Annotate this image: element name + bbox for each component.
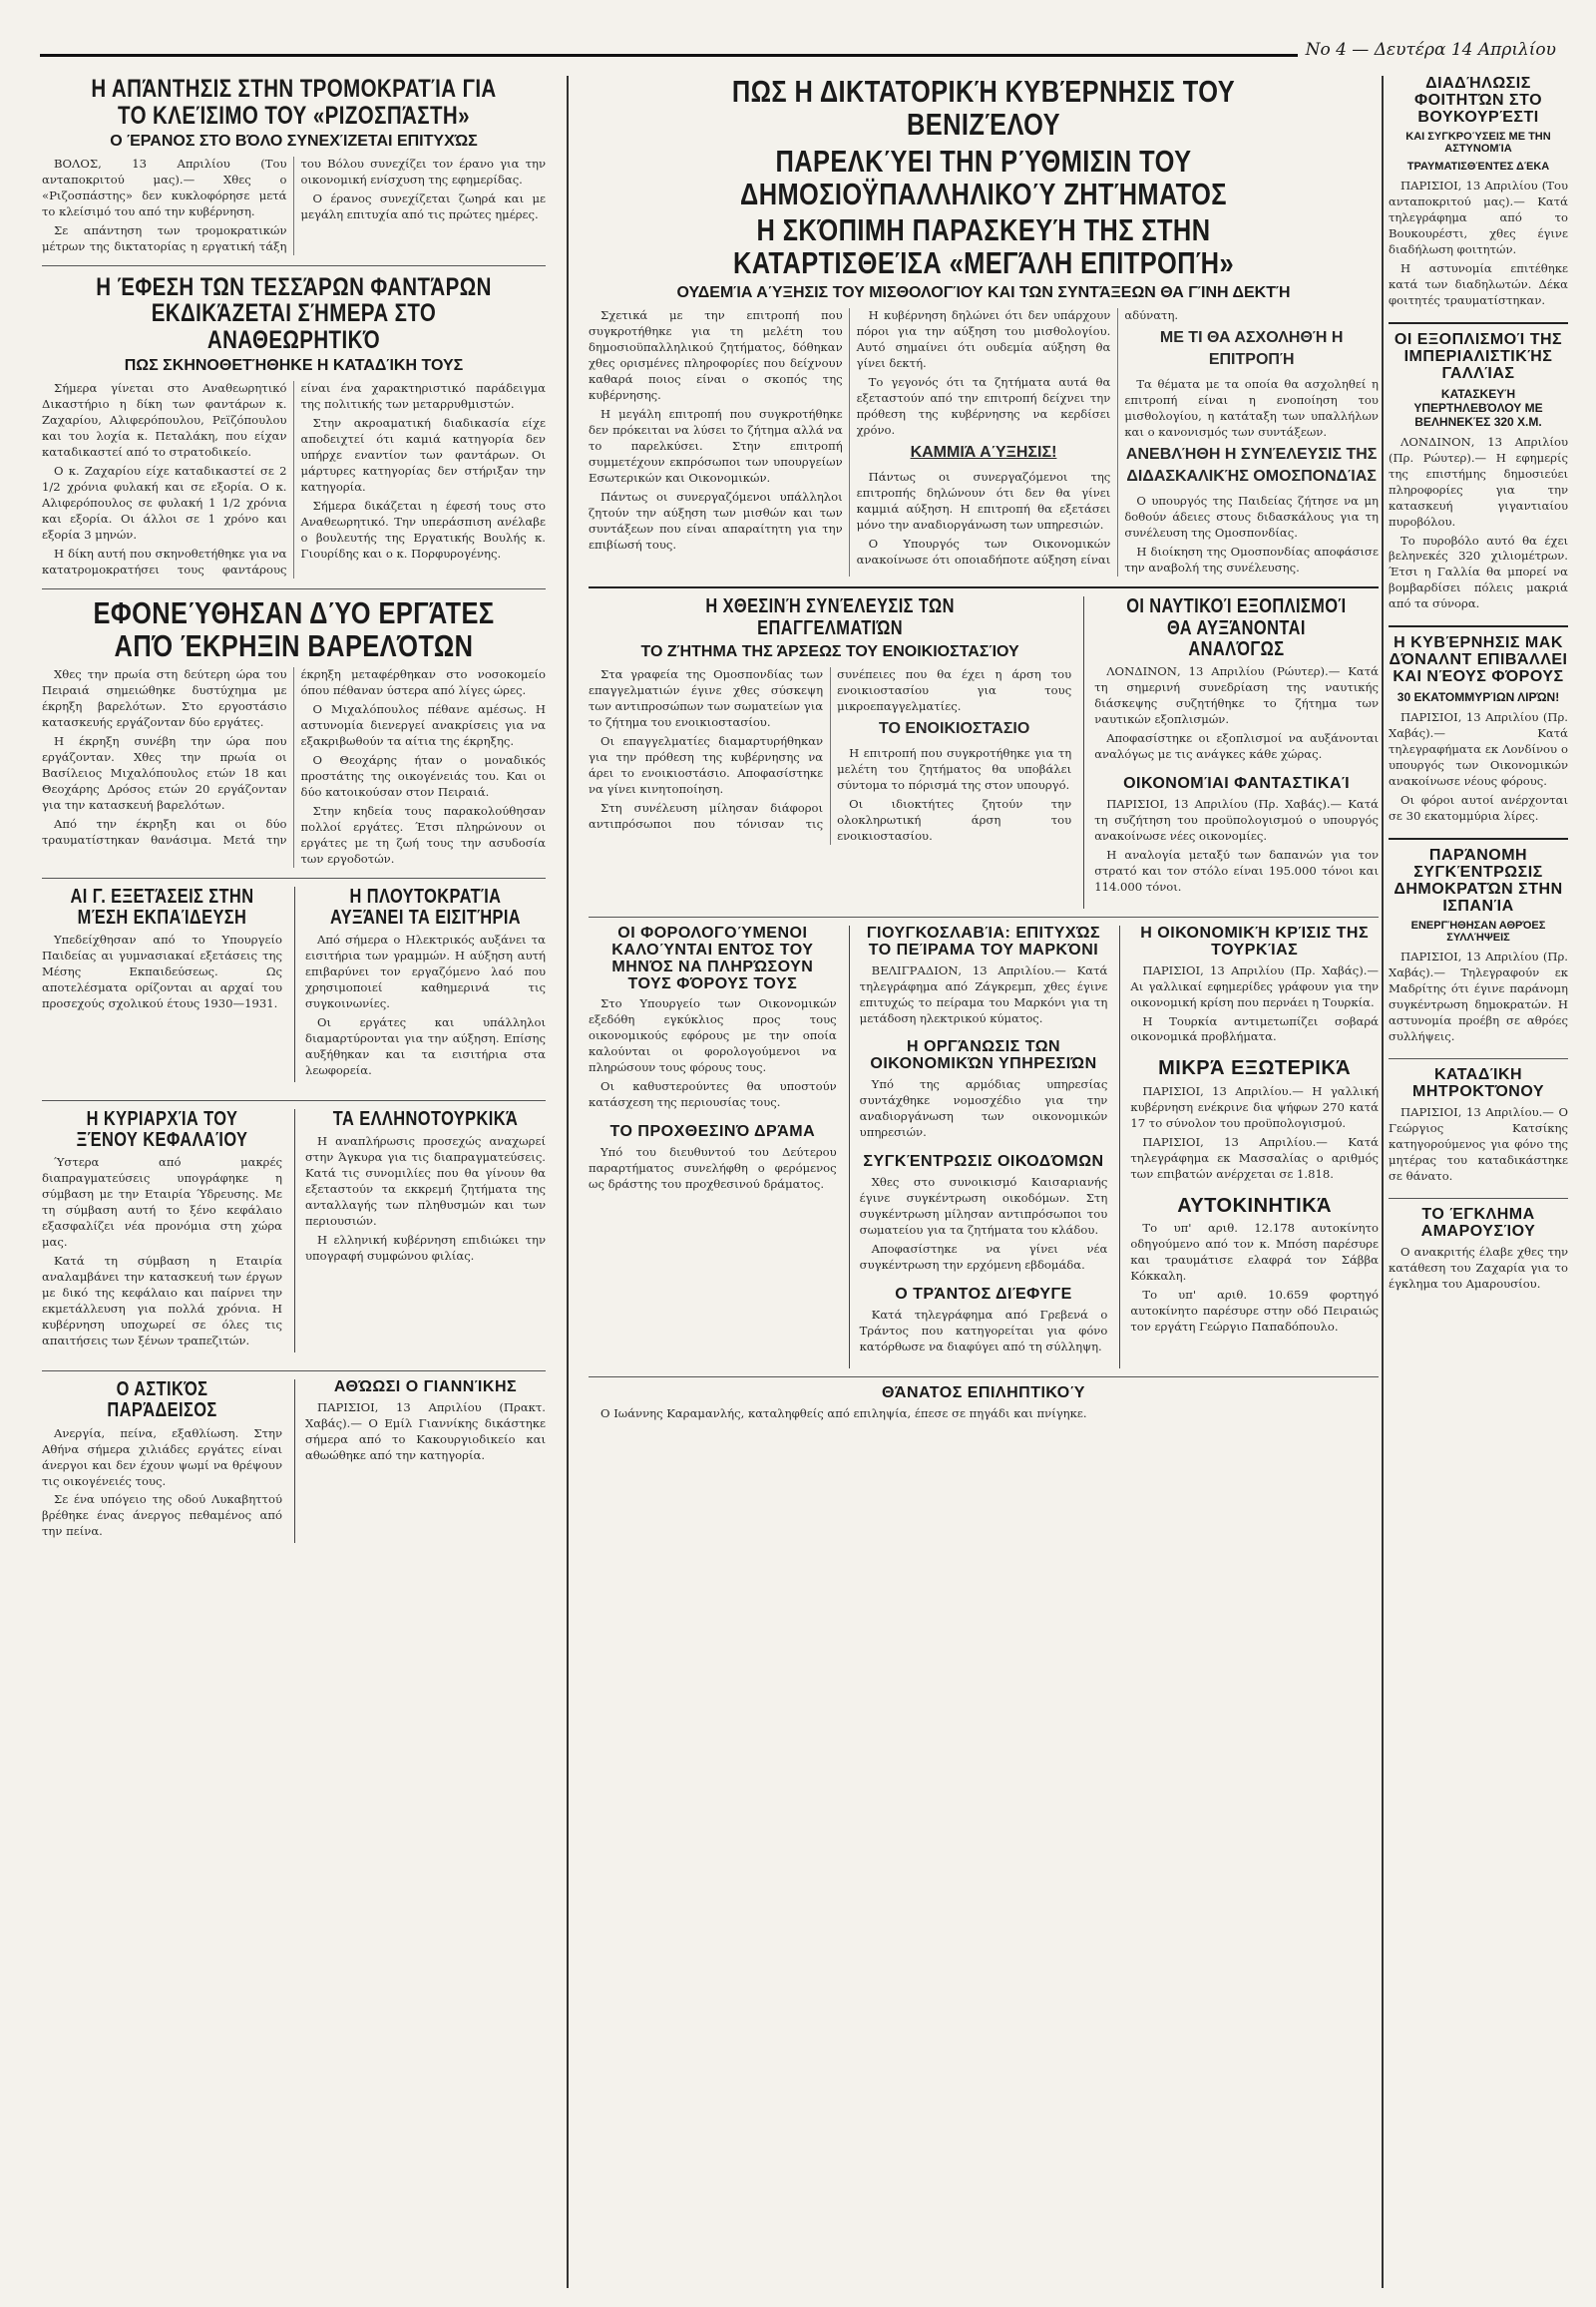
paragraph: Η Τουρκία αντιμετωπίζει σοβαρά οικονομικά προβλήματα. — [1130, 1013, 1379, 1044]
article-macdonald — [1389, 635, 1568, 828]
paragraph: Η διοίκηση της Ομοσπονδίας αποφάσισε την αναβολή της συνέλευσης. — [1124, 545, 1379, 576]
article-row — [589, 596, 1379, 908]
divider — [42, 1370, 546, 1371]
subheadline: ΠΩΣ ΣΚΗΝΟΘΕΤΉΘΗΚΕ Η ΚΑΤΑΔΊΚΗ ΤΟΥΣ — [124, 357, 464, 375]
headline: Η ΠΛΟΥΤΟΚΡΑΤΊΑ ΑΥΞΆΝΕΙ ΤΑ ΕΙΣΙΤΉΡΙΑ — [329, 885, 522, 929]
subheadline: Ο ΈΡΑΝΟΣ ΣΤΟ ΒΌΛΟ ΣΥΝΕΧΊΖΕΤΑΙ ΕΠΙΤΥΧΏΣ — [110, 133, 478, 150]
divider — [1389, 838, 1568, 840]
paragraph: Ο έρανος συνεχίζεται ζωηρά και με μεγάλη επιτυχία από τις πρώτες ημέρες. — [300, 191, 546, 221]
headline: ΟΙ ΝΑΥΤΙΚΟΊ ΕΞΟΠΛΙΣΜΟΊ ΘΑ ΑΥΞΆΝΟΝΤΑΙ ΑΝΑΛΌΓΩΣ — [1126, 595, 1347, 660]
headline: ΣΥΓΚΈΝΤΡΩΣΙΣ ΟΙΚΟΔΌΜΩΝ — [863, 1153, 1104, 1171]
divider — [1389, 1198, 1568, 1199]
article-oikodomoi — [860, 1154, 1108, 1277]
paragraph: Ο Υπουργός των Οικονομικών ανακοίνωσε ότι οποιαδήποτε αύξηση είναι αδύνατη. — [856, 308, 1179, 568]
article-ploutos — [294, 887, 546, 1082]
divider — [589, 1376, 1379, 1377]
divider — [1389, 322, 1568, 324]
paragraph: ΠΑΡΙΣΙΟΙ, 13 Απριλίου.— Κατά τηλεγράφημα εκ Μασσαλίας ο αριθμός των επιβατών ανέρχεται σε 1.818. — [1130, 1134, 1379, 1181]
headline: Η ΟΙΚΟΝΟΜΙΚΉ ΚΡΊΣΙΣ ΤΗΣ ΤΟΥΡΚΊΑΣ — [1140, 924, 1370, 959]
paragraph: Στην κηδεία τους παρακολούθησαν πολλοί εργάτες. Έτσι πληρώνουν οι εργάτες με τη ζωή τους την ασυδοσία των εργοδοτών. — [300, 803, 546, 866]
paragraph: Αποφασίστηκε οι εξοπλισμοί να αυξάνονται αναλόγως με τις ανάγκες κάθε χώρας. — [1094, 730, 1379, 761]
article-kyriarxia — [42, 1109, 282, 1352]
paragraph: ΒΕΛΙΓΡΑΔΙΟΝ, 13 Απριλίου.— Κατά τηλεγράφημα από Ζάγκρεμπ, χθες έγινε επιτυχώς το πείραμα του Μαρκόνι για τη μετάδοση ηλεκτρικού κύματος. — [859, 962, 1108, 1025]
section-heading: ΚΑΜΜΙΆ ΑΎΞΗΣΙΣ! — [910, 444, 1057, 462]
divider — [1389, 625, 1568, 627]
paragraph: Ο Μιχαλόπουλος πέθανε αμέσως. Η αστυνομία διενεργεί ανακρίσεις για να εξακριβωθούν τα αίτια της έκρηξης. — [300, 701, 546, 748]
article-body — [589, 1406, 1379, 1425]
sub-column — [849, 926, 1108, 1368]
article-body — [589, 996, 837, 1114]
headline: ΑΙ Γ. ΕΞΕΤΆΣΕΙΣ ΣΤΗΝ ΜΈΣΗ ΕΚΠΑΊΔΕΥΣΗ — [70, 885, 254, 929]
paragraph: Η κυβέρνηση δηλώνει ότι δεν υπάρχουν πόροι για την αύξηση του μισθολογίου. Αυτό σημαίνει ότι ουδεμία αύξηση θα γίνει δεκτή. — [856, 308, 1111, 371]
headline: Η ΑΠΆΝΤΗΣΙΣ ΣΤΗΝ ΤΡΟΜΟΚΡΑΤΊΑ ΓΙΑ ΤΟ ΚΛΕΊΣΙΜΟ ΤΟΥ «ΡΙΖΟΣΠΆΣΤΗ» — [91, 76, 497, 130]
article-body — [1094, 797, 1379, 899]
sub-column — [1083, 596, 1379, 908]
paragraph: Η επιτροπή που συγκροτήθηκε για τη μελέτη του ζητήματος θα υποβάλει σύντομα το πόρισμά της στον υπουργό. — [837, 745, 1072, 792]
article-lead — [589, 76, 1379, 577]
divider — [42, 265, 546, 266]
page-header-rule — [40, 40, 1556, 64]
article-body — [42, 1155, 282, 1352]
paragraph: Χθες την πρωία στη δεύτερη ώρα του Πειραιά σημειώθηκε δυστύχημα με έκρηξη βαρελότων. Στο εργοστάσιο κατασκευής εργάζονταν δύο εργάτες. — [42, 666, 287, 729]
paragraph: Κατά τηλεγράφημα από Γρεβενά ο Τράντος που κατηγορείται για φόνο κατόρθωσε να διαφύγει από τη σύλληψη. — [859, 1308, 1108, 1354]
divider — [589, 586, 1379, 588]
headline: Ο ΤΡΆΝΤΟΣ ΔΙΈΦΥΓΕ — [895, 1286, 1072, 1304]
article-ispania — [1389, 848, 1568, 1048]
subheadline: ΤΡΑΥΜΑΤΙΣΘΈΝΤΕΣ ΔΈΚΑ — [1406, 160, 1550, 173]
article-amarousiou — [1389, 1207, 1568, 1296]
paragraph: Η ελληνική κυβέρνηση επιδιώκει την υπογραφή συμφώνου φιλίας. — [305, 1233, 546, 1264]
article-body — [1389, 710, 1568, 828]
paragraph: ΠΑΡΙΣΙΟΙ, 13 Απριλίου.— Ο Γεώργιος Κατσίκης κατηγορούμενος για φόνο της μητέρας του καταδικάστηκε σε θάνατο. — [1389, 1104, 1568, 1183]
article-ellinotourkika — [294, 1109, 546, 1352]
paragraph: Οι εργάτες και υπάλληλοι διαμαρτύρονται για την αύξηση. Επίσης αυξήθηκαν και τα εισιτήρια στα λεωφορεία. — [305, 1015, 546, 1077]
article-body — [1389, 950, 1568, 1048]
headline: ΕΦΟΝΕΎΘΗΣΑΝ ΔΎΟ ΕΡΓΆΤΕΣ ΑΠΌ ΈΚΡΗΞΙΝ ΒΑΡΕΛΌΤΩΝ — [93, 595, 495, 664]
article-body — [1389, 435, 1568, 616]
paragraph: ΠΑΡΙΣΙΟΙ, 13 Απριλίου (Του ανταποκριτού μας).— Κατά τηλεγράφημα από το Βουκουρέστι, χθες έγινε διαδήλωση φοιτητών. — [1389, 178, 1568, 256]
paragraph: Σήμερα δικάζεται η έφεσή τους στο Αναθεωρητικό. Την υπεράσπιση ανέλαβε ο βουλευτής της Εργατικής Βουλής κ. Γιουρίδης και ο κ. Πορφυρογένης. — [300, 499, 546, 562]
paragraph: Η έκρηξη συνέβη την ώρα που εργάζονταν. Χθες την πρωία οι Βασίλειος Μιχαλόπουλος ετών 18 και Θεοχάρης Δρόσος ετών 20 εργάζονταν για την κατασκευή βαρελότων. — [42, 733, 287, 812]
paragraph: Οι επαγγελματίες διαμαρτυρήθηκαν για την πρόθεση της κυβέρνησης να άρει το ενοικιοστάσιο. Αποφασίστηκε να γίνει κινητοποίηση. — [589, 733, 824, 796]
headline: ΑΥΤΟΚΙΝΗΤΙΚΆ — [1177, 1194, 1333, 1217]
headline: Η ΚΥΡΙΑΡΧΊΑ ΤΟΥ ΞΈΝΟΥ ΚΕΦΑΛΑΊΟΥ — [76, 1107, 248, 1152]
article-body — [1094, 664, 1379, 766]
paragraph: Η μεγάλη επιτροπή που συγκροτήθηκε δεν πρόκειται να λύσει το ζήτημα αλλά να το παρελκύσει. Στην επιτροπή συμμετέχουν εκπρόσωποι των υπουργείων Εσωτερικών και Οικονομικών. — [589, 407, 843, 485]
subheadline: ΟΥΔΕΜΊΑ ΑΎΞΗΣΙΣ ΤΟΥ ΜΙΣΘΟΛΟΓΊΟΥ ΚΑΙ ΤΩΝ ΣΥΝΤΆΞΕΩΝ ΘΑ ΓΊΝΗ ΔΕΚΤΉ — [676, 284, 1291, 302]
article-body — [42, 933, 282, 1015]
paragraph: Η αναπλήρωσις προσεχώς αναχωρεί στην Άγκυρα για τις διαπραγματεύσεις. Κατά τις συνομιλίες που θα γίνουν θα εξεταστούν τα εκκρεμή ζητήματα της ανταλλαγής των πληθυσμών και των περιουσιών. — [305, 1134, 546, 1229]
paragraph: Υπό του διευθυντού του Δεύτερου παραρτήματος συνελήφθη ο φερόμενος ως δράστης του προχθεσινού δράματος. — [589, 1145, 837, 1192]
column-divider — [1382, 76, 1384, 2288]
section-heading: ΤΟ ΕΝΟΙΚΙΟΣΤΆΣΙΟ — [878, 719, 1030, 737]
headline: ΜΙΚΡΆ ΕΞΩΤΕΡΙΚΆ — [1158, 1057, 1352, 1080]
article-body — [42, 667, 546, 868]
article-body — [1130, 1221, 1379, 1339]
paragraph: Ο Θεοχάρης ήταν ο μοναδικός προστάτης της οικογένειάς του. Και οι δύο κατοικούσαν στον Πειραιά. — [300, 752, 546, 799]
headline: ΓΙΟΥΓΚΟΣΛΑΒΊΑ: ΕΠΙΤΥΧΏΣ ΤΟ ΠΕΊΡΑΜΑ ΤΟΥ ΜΑΡΚΌΝΙ — [866, 924, 1101, 959]
headline: ΤΑ ΕΛΛΗΝΟΤΟΥΡΚΙΚΆ — [332, 1107, 519, 1130]
paragraph: Σε ένα υπόγειο της οδού Λυκαβηττού βρέθηκε ένας άνεργος πεθαμένος από την πείνα. — [42, 1492, 282, 1539]
paragraph: ΠΑΡΙΣΙΟΙ, 13 Απριλίου.— Η γαλλική κυβέρνηση ενέκρινε δια ψήφων 270 κατά 17 το σύνολον του προϋπολογισμού. — [1130, 1083, 1379, 1130]
article-varelotta — [42, 597, 546, 868]
article-body — [589, 308, 1379, 577]
article-body — [589, 667, 1071, 845]
divider — [589, 917, 1379, 918]
article-body — [860, 1077, 1108, 1144]
paragraph: Ο Ιωάννης Καραμανλής, καταληφθείς από επιληψία, έπεσε σε πηγάδι και πνίγηκε. — [600, 1406, 1087, 1421]
subheadline: ΚΑΙ ΣΥΓΚΡΟΎΣΕΙΣ ΜΕ ΤΗΝ ΑΣΤΥΝΟΜΊΑ — [1405, 130, 1551, 155]
article-marconi — [860, 926, 1108, 1030]
paragraph: ΒΟΛΟΣ, 13 Απριλίου (Του ανταποκριτού μας).— Χθες ο «Ριζοσπάστης» δεν κυκλοφόρησε μετά το κλείσιμό του από την κυβέρνηση. — [42, 157, 287, 218]
column-divider — [567, 76, 569, 2288]
article-body — [1389, 1105, 1568, 1188]
paragraph: Υπεδείχθησαν από το Υπουργείο Παιδείας αι γυμνασιακαί εξετάσεις της Μέσης Εκπαιδεύσεως. Ως αποτελέσματα ορίζονται αι αρχαί του προσεχούς σχολικού έτους 1930—1931. — [42, 933, 282, 1011]
article-body — [860, 1308, 1108, 1358]
paragraph: Από την έκρηξη και οι δύο τραυματίστηκαν θανάσιμα. Μετά την έκρηξη μεταφέρθηκαν στο νοσοκομείο όπου πέθαναν ύστερα από λίγες ώρες. — [42, 666, 546, 847]
article-drama — [589, 1124, 837, 1196]
article-body — [42, 381, 546, 578]
headline: ΘΆΝΑΤΟΣ ΕΠΙΛΗΠΤΙΚΟΎ — [881, 1384, 1086, 1402]
section-heading: ΜΕ ΤΙ ΘΑ ΑΣΧΟΛΗΘΉ Η ΕΠΙΤΡΟΠΉ — [1159, 329, 1344, 369]
paragraph: Αποφασίστηκε να γίνει νέα συγκέντρωση την ερχόμενη εβδομάδα. — [859, 1242, 1108, 1273]
headline: ΔΙΑΔΉΛΩΣΙΣ ΦΟΙΤΗΤΏΝ ΣΤΟ ΒΟΥΚΟΥΡΈΣΤΙ — [1413, 76, 1543, 126]
paragraph: Η αναλογία μεταξύ των δαπανών για τον στρατό και τον στόλο είναι 195.000 τόνοι και 114.000 τόνοι. — [1094, 847, 1379, 894]
divider — [42, 878, 546, 879]
headline: ΤΟ ΈΓΚΛΗΜΑ ΑΜΑΡΟΥΣΊΟΥ — [1420, 1205, 1536, 1240]
divider — [42, 1100, 546, 1101]
article-body — [860, 1175, 1108, 1277]
article-trantos — [860, 1287, 1108, 1358]
paragraph: Τα θέματα με τα οποία θα ασχοληθεί η επιτροπή είναι η ενοποίηση του μισθολογίου, η κατάταξη των υπαλλήλων και ο κανονισμός των συντάξεων. — [1124, 377, 1379, 440]
paragraph: Στα γραφεία της Ομοσπονδίας των επαγγελματιών έγινε χθες σύσκεψη των αντιπροσώπων των σωματείων για το ζήτημα του ενοικιοστασίου. — [589, 666, 824, 729]
column-left — [42, 76, 546, 2288]
paragraph: Στο Υπουργείο των Οικονομικών εξεδόθη εγκύκλιος προς τους οικονομικούς εφόρους με την οποία καλούνται οι φορολογούμενοι να πληρώσουν τους φόρους τους. — [589, 996, 837, 1075]
article-body — [1130, 963, 1379, 1049]
page-label: Νο 4 — Δευτέρα 14 Απριλίου — [1298, 40, 1556, 60]
article-auto — [1130, 1196, 1379, 1339]
headline: Ο ΑΣΤΙΚΌΣ ΠΑΡΆΔΕΙΣΟΣ — [107, 1378, 217, 1422]
article-paradeisos — [42, 1379, 282, 1543]
paragraph: Οι καθυστερούντες θα υποστούν κατάσχεση της περιουσίας τους. — [589, 1079, 837, 1110]
paragraph: Χθες στο συνοικισμό Καισαριανής έγινε συγκέντρωση οικοδόμων. Στη συγκέντρωση μίλησαν αντιπρόσωποι του σωματείου για τα ζητήματα του κλάδου. — [859, 1175, 1108, 1238]
paragraph: Οι φόροι αυτοί ανέρχονται σε 30 εκατομμύρια λίρες. — [1389, 793, 1568, 824]
article-body — [305, 933, 546, 1082]
subheadline: 30 ΕΚΑΤΟΜΜΥΡΊΩΝ ΛΙΡΏΝ! — [1396, 690, 1560, 705]
article-body — [305, 1400, 546, 1467]
headline: Η ΈΦΕΣΗ ΤΩΝ ΤΕΣΣΆΡΩΝ ΦΑΝΤΆΡΩΝ ΕΚΔΙΚΆΖΕΤΑΙ ΣΉΜΕΡΑ ΣΤΟ ΑΝΑΘΕΩΡΗΤΙΚΌ — [96, 272, 492, 354]
section-heading: ΑΝΕΒΛΉΘΗ Η ΣΥΝΈΛΕΥΣΙΣ ΤΗΣ ΔΙΔΑΣΚΑΛΙΚΉΣ ΟΜΟΣΠΟΝΔΊΑΣ — [1125, 446, 1378, 486]
article-body — [305, 1134, 546, 1268]
article-tourkia — [1130, 926, 1379, 1049]
paragraph: Από σήμερα ο Ηλεκτρικός αυξάνει τα εισιτήρια των γραμμών. Η αύξηση αυτή επιβαρύνει τον εργαζόμενο λαό που χρησιμοποιεί καθημερινά τις συγκοινωνίες. — [305, 933, 546, 1011]
article-gymnasia — [42, 887, 282, 1082]
subheadline: ΤΟ ΖΉΤΗΜΑ ΤΗΣ ΆΡΣΕΩΣ ΤΟΥ ΕΝΟΙΚΙΟΣΤΑΣΊΟΥ — [640, 642, 1019, 660]
lead-headline-3: Η ΣΚΌΠΙΜΗ ΠΑΡΑΣΚΕΥΉ ΤΗΣ ΣΤΗΝ ΚΑΤΑΡΤΙΣΘΕΊΣΑ «ΜΕΓΆΛΗ ΕΠΙΤΡΟΠΉ» — [733, 212, 1234, 281]
two-article-row — [42, 1109, 546, 1362]
article-mitroktonos — [1389, 1067, 1568, 1188]
paragraph: Το γεγονός ότι τα ζητήματα αυτά θα εξεταστούν από την επιτροπή δείχνει την πρόθεση της κυβέρνησης να κερδίσει χρόνο. — [856, 375, 1111, 438]
article-body — [1130, 1084, 1379, 1186]
article-body — [860, 963, 1108, 1030]
paragraph: Ο κ. Ζαχαρίου είχε καταδικαστεί σε 2 1/2 χρόνια φυλακή και σε εξορία. Ο κ. Αλιφερόπουλος σε φυλακή 1 1/2 χρόνια και εξορία. Οι άλλοι σε 1 χρόνο και εξορία 3 μηνών. — [42, 464, 287, 543]
subheadline: ΚΑΤΑΣΚΕΥΉ ΥΠΕΡΤΗΛΕΒΌΛΟΥ ΜΕ ΒΕΛΗΝΕΚΈΣ 320 Χ.Μ. — [1413, 386, 1543, 429]
article-epaggelmaties — [589, 596, 1071, 844]
paragraph: ΠΑΡΙΣΙΟΙ, 13 Απριλίου (Πρ. Χαβάς).— Τηλεγραφούν εκ Μαδρίτης ότι έγινε παράνομη συγκέντρωση δημοκρατών. Η αστυνομία προέβη σε αθρόες συλλήψεις. — [1389, 949, 1568, 1043]
lead-headline-1: ΠΩΣ Η ΔΙΚΤΑΤΟΡΙΚΉ ΚΥΒΈΡΝΗΣΙΣ ΤΟΥ ΒΕΝΙΖΈΛΟΥ — [731, 76, 1236, 142]
article-nautikoi — [1094, 596, 1379, 765]
paragraph: Ύστερα από μακρές διαπραγματεύσεις υπογράφηκε η σύμβαση με την Εταιρία Ύδρευσης. Με τη σύμβαση αυτή το ξένο κεφάλαιο εξασφαλίζει νέα προνόμια στη χώρα μας. — [42, 1155, 282, 1250]
paragraph: Η αστυνομία επιτέθηκε κατά των διαδηλωτών. Δέκα φοιτητές τραυματίστηκαν. — [1389, 260, 1568, 307]
paragraph: ΛΟΝΔΙΝΟΝ, 13 Απριλίου (Ρώυτερ).— Κατά τη σημερινή συνεδρίαση της ναυτικής διάσκεψης συζητήθηκε το ζήτημα των ναυτικών εξοπλισμών. — [1094, 663, 1379, 726]
headline: ΠΑΡΆΝΟΜΗ ΣΥΓΚΈΝΤΡΩΣΙΣ ΔΗΜΟΚΡΑΤΏΝ ΣΤΗΝ ΙΣΠΑΝΊΑ — [1394, 847, 1563, 916]
article-oikonomies — [1094, 776, 1379, 899]
article-mikra — [1130, 1058, 1379, 1185]
paragraph: Ανεργία, πείνα, εξαθλίωση. Στην Αθήνα σήμερα χιλιάδες εργάτες είναι άνεργοι και δεν έχουν ψωμί να θρέψουν τις οικογένειές τους. — [42, 1425, 282, 1488]
headline: ΟΙΚΟΝΟΜΊΑΙ ΦΑΝΤΑΣΤΙΚΑΊ — [1123, 774, 1351, 792]
two-article-row — [42, 1379, 546, 1553]
headline: ΟΙ ΦΟΡΟΛΟΓΟΎΜΕΝΟΙ ΚΑΛΟΎΝΤΑΙ ΕΝΤΌΣ ΤΟΥ ΜΗΝΌΣ ΝΑ ΠΛΗΡΏΣΟΥΝ ΤΟΥΣ ΦΌΡΟΥΣ ΤΟΥΣ — [611, 924, 814, 992]
article-bucharest — [1389, 76, 1568, 312]
paragraph: Το υπ' αριθ. 10.659 φορτηγό αυτοκίνητο παρέσυρε στην οδό Πειραιώς τον εργάτη Γεώργιο Παπαδόπουλο. — [1130, 1287, 1379, 1334]
paragraph: Σήμερα γίνεται στο Αναθεωρητικό Δικαστήριο η δίκη των φαντάρων κ. Ζαχαρίου, Αλιφερόπουλου, Ρεϊζόπουλου και του λοχία κ. Πεταλάκη, που είχαν καταδικαστεί από το στρατοδικείο. — [42, 381, 287, 460]
paragraph: ΛΟΝΔΙΝΟΝ, 13 Απριλίου (Πρ. Ρώυτερ).— Η εφημερίς της επιστήμης δημοσιεύει πληροφορίες για την κατασκευή γιγαντιαίου πυροβόλου. — [1389, 434, 1568, 529]
sub-column — [589, 926, 837, 1368]
headline: Η ΚΥΒΈΡΝΗΣΙΣ ΜΑΚ ΔΌΝΑΛΝΤ ΕΠΙΒΆΛΛΕΙ ΚΑΙ ΝΈΟΥΣ ΦΌΡΟΥΣ — [1389, 634, 1568, 686]
article-rizospastis — [42, 76, 546, 255]
paragraph: Το υπ' αριθ. 12.178 αυτοκίνητο οδηγούμενο από τον κ. Μπόση παρέσυρε και τραυμάτισε ελαφρά τον Σάββα Κόκκαλη. — [1130, 1220, 1379, 1283]
sub-column — [1119, 926, 1379, 1368]
subheadline: ΕΝΕΡΓΉΘΗΣΑΝ ΑΘΡΌΕΣ ΣΥΛΛΉΨΕΙΣ — [1410, 919, 1546, 944]
column-right — [1389, 76, 1568, 2288]
paragraph: Σε απάντηση των τρομοκρατικών μέτρων της δικτατορίας η εργατική τάξη του Βόλου συνεχίζει τον έρανο για την οικονομική ενίσχυση της εφημερίδας. — [42, 157, 546, 253]
divider — [42, 588, 546, 589]
article-body — [42, 157, 546, 255]
paragraph: Οι ιδιοκτήτες ζητούν την ολοκληρωτική άρση του ενοικιοστασίου. — [837, 796, 1072, 843]
article-forologoumenoi — [589, 926, 837, 1115]
headline: Η ΟΡΓΆΝΩΣΙΣ ΤΩΝ ΟΙΚΟΝΟΜΙΚΏΝ ΥΠΗΡΕΣΙΏΝ — [870, 1038, 1097, 1073]
headline: Η ΧΘΕΣΙΝΉ ΣΥΝΈΛΕΥΣΙΣ ΤΩΝ ΕΠΑΓΓΕΛΜΑΤΙΏΝ — [705, 595, 955, 639]
article-fantaroi — [42, 274, 546, 578]
headline: ΟΙ ΕΞΟΠΛΙΣΜΟΊ ΤΗΣ ΙΜΠΕΡΙΑΛΙΣΤΙΚΉΣ ΓΑΛΛΊΑΣ — [1394, 330, 1563, 382]
paragraph: Στη συνέλευση μίλησαν διάφοροι αντιπρόσωποι που τόνισαν τις συνέπειες που θα έχει η άρση του ενοικιοστασίου για τους μικροεπαγγελματίες. — [589, 666, 1072, 831]
article-body — [42, 1426, 282, 1544]
paragraph: ΠΑΡΙΣΙΟΙ, 13 Απριλίου (Πρ. Χαβάς).— Κατά τηλεγραφήματα εκ Λονδίνου ο υπουργός των Οικονομικών ανακοίνωσε νέους φόρους. — [1389, 710, 1568, 789]
sub-column — [589, 596, 1071, 908]
article-body — [1389, 179, 1568, 312]
paragraph: ΠΑΡΙΣΙΟΙ, 13 Απριλίου (Πρ. Χαβάς).— Κατά τη συζήτηση του προϋπολογισμού ο υπουργός ανακοίνωσε νέες οικονομίες. — [1094, 796, 1379, 843]
paragraph: Το πυροβόλο αυτό θα έχει βεληνεκές 320 χιλιομέτρων. Έτσι η Γαλλία θα μπορεί να βομβαρδίσει πόλεις μακριά από τα σύνορα. — [1389, 533, 1568, 611]
headline: ΤΟ ΠΡΟΧΘΕΣΙΝΌ ΔΡΆΜΑ — [609, 1123, 816, 1141]
paragraph: Πάντως οι συνεργαζόμενοι της επιτροπής δηλώνουν ότι δεν θα γίνει καμμιά αύξηση. Η επιτροπή θα εξετάσει μόνο την αναδιοργάνωση των υπηρεσιών. — [856, 470, 1111, 533]
divider — [1389, 1058, 1568, 1059]
paragraph: Η δίκη αυτή που σκηνοθετήθηκε για να κατατρομοκρατήσει τους φαντάρους είναι ένα χαρακτηριστικό παράδειγμα της πολιτικής των μεταρρυθμιστών. — [42, 381, 546, 577]
paragraph: ΠΑΡΙΣΙΟΙ, 13 Απριλίου (Πρακτ. Χαβάς).— Ο Εμίλ Γιαννίκης δικάστηκε σήμερα από το Κακουργιοδικείο και αθωώθηκε από την κατηγορία. — [305, 1400, 546, 1463]
column-center — [589, 76, 1379, 2288]
paragraph: Πάντως οι συνεργαζόμενοι υπάλληλοι ζητούν την αύξηση των μισθών και των συντάξεων που είναι απαραίτητη για την επιβίωσή τους. — [589, 489, 843, 552]
article-gallia — [1389, 332, 1568, 616]
paragraph: Υπό της αρμόδιας υπηρεσίας συντάχθηκε νομοσχέδιο για την αναδιοργάνωση των οικονομικών υπηρεσιών. — [859, 1077, 1108, 1140]
article-row — [589, 926, 1379, 1368]
article-organosi — [860, 1039, 1108, 1144]
article-body — [1389, 1245, 1568, 1296]
article-giannikis — [294, 1379, 546, 1543]
two-article-row — [42, 887, 546, 1092]
headline: ΚΑΤΑΔΊΚΗ ΜΗΤΡΟΚΤΌΝΟΥ — [1411, 1065, 1545, 1100]
headline: ΑΘΏΩΣΙ Ο ΓΙΑΝΝΊΚΗΣ — [333, 1378, 518, 1396]
lead-headline-2: ΠΑΡΕΛΚΎΕΙ ΤΗΝ ΡΎΘΜΙΣΙΝ ΤΟΥ ΔΗΜΟΣΙΟΫΠΑΛΛΗΛΙΚΟΎ ΖΗΤΉΜΑΤΟΣ — [740, 143, 1227, 211]
paragraph: Κατά τη σύμβαση η Εταιρία αναλαμβάνει την κατασκευή των έργων με δικό της κεφάλαιο και παίρνει την εκμετάλλευση για πολλά χρόνια. Η κυβέρνηση υποχωρεί σε όλες τις απαιτήσεις των ξένων τραπεζιτών. — [42, 1254, 282, 1348]
paragraph: Ο υπουργός της Παιδείας ζήτησε να μη δοθούν άδειες στους διδασκάλους για τη συνέλευση της Ομοσπονδίας. — [1124, 494, 1379, 541]
paragraph: ΠΑΡΙΣΙΟΙ, 13 Απριλίου (Πρ. Χαβάς).— Αι γαλλικαί εφημερίδες γράφουν για την οικονομική κρίση που περνάει η Τουρκία. — [1130, 962, 1379, 1009]
paragraph: Σχετικά με την επιτροπή που συγκροτήθηκε για τη μελέτη του δημοσιοϋπαλληλικού ζητήματος, δόθηκαν χθες ορισμένες πληροφορίες που δείχνουν καθαρά ποιος είναι ο σκοπός της κυβέρνησης. — [589, 308, 843, 403]
paragraph: Στην ακροαματική διαδικασία είχε αποδειχτεί ότι καμιά κατηγορία δεν υπήρχε εναντίον των φαντάρων. Οι μάρτυρες κατηγορίας δεν στήριξαν την κατηγορία. — [300, 416, 546, 495]
article-body — [589, 1145, 837, 1196]
paragraph: Ο ανακριτής έλαβε χθες την κατάθεση του Ζαχαρία για το έγκλημα του Αμαρουσίου. — [1389, 1244, 1568, 1291]
article-thanatos — [589, 1385, 1379, 1425]
